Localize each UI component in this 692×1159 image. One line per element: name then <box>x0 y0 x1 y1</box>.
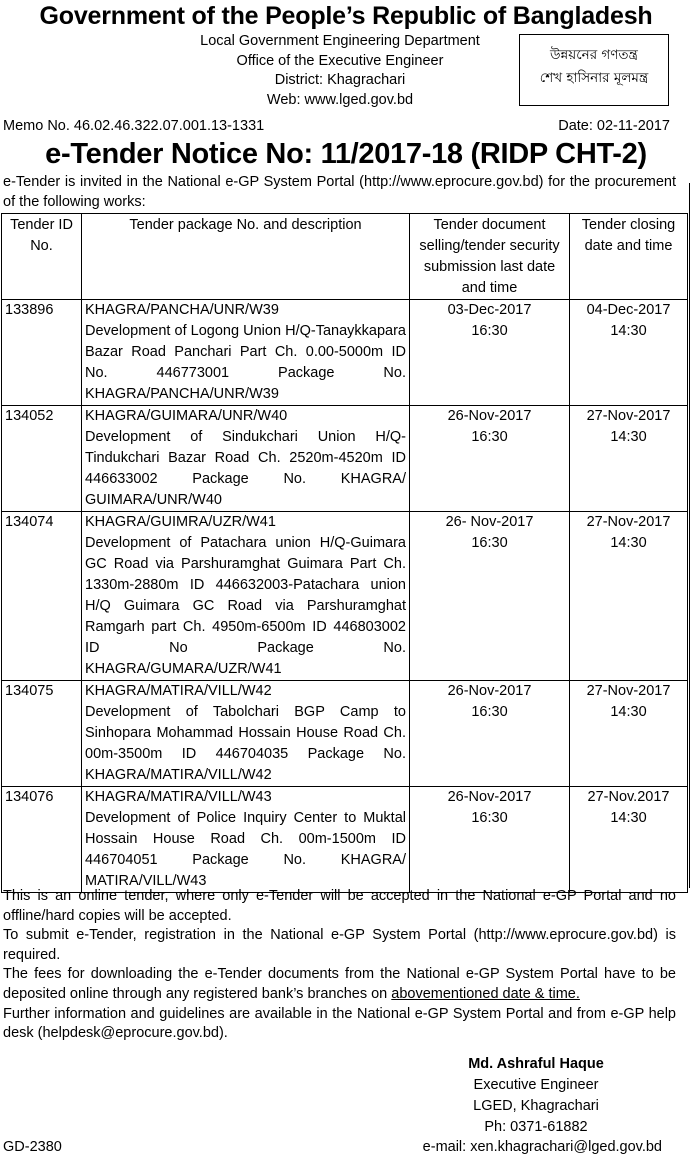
package-number: KHAGRA/PANCHA/UNR/W39 <box>85 302 279 318</box>
closing-date-time <box>570 787 688 893</box>
gd-number: GD-2380 <box>3 1139 62 1155</box>
department-name: Local Government Engineering Department <box>200 33 480 49</box>
memo-date: Date: 02-11-2017 <box>558 118 670 134</box>
closing-time: 14:30 <box>610 323 647 339</box>
selling-time: 16:30 <box>471 323 508 339</box>
closing-date: 27-Nov-2017 <box>586 683 671 699</box>
signatory-office: LGED, Khagrachari <box>473 1098 599 1114</box>
table-row <box>2 300 688 406</box>
tender-id: 133896 <box>2 300 82 406</box>
slogan-box <box>519 34 669 106</box>
package-description: Development of Tabolchari BGP Camp to Sinhopara Mohammad Hossain House Road Ch. 00m-3500m ID 446704035 Package No. KHAGRA/MATIRA/VILL/W42 <box>85 704 406 783</box>
closing-time: 14:30 <box>610 810 647 826</box>
signatory-name: Md. Ashraful Haque <box>468 1056 604 1072</box>
closing-date-time <box>570 300 688 406</box>
fees-note <box>3 965 676 1004</box>
selling-date: 03-Dec-2017 <box>447 302 532 318</box>
office-block <box>150 32 530 110</box>
package-number: KHAGRA/MATIRA/VILL/W43 <box>85 789 272 805</box>
header-selling: Tender document selling/tender security submission last date and time <box>410 214 570 300</box>
selling-date-time <box>410 787 570 893</box>
selling-time: 16:30 <box>471 704 508 720</box>
terms-block <box>3 887 676 1044</box>
slogan-line-1: উন্নয়নের গণতন্ত্র <box>550 47 638 63</box>
selling-date: 26-Nov-2017 <box>447 408 532 424</box>
package-description: Development of Logong Union H/Q-Tanaykkapara Bazar Road Panchari Part Ch. 0.00-5000m ID No. 446773001 Package No. KHAGRA/PANCHA/UNR/W39 <box>85 323 406 402</box>
district-name: District: Khagrachari <box>274 72 406 88</box>
table-header-row <box>2 214 688 300</box>
tender-id: 134076 <box>2 787 82 893</box>
package-description: Development of Police Inquiry Center to Muktal Hossain House Road Ch. 00m-1500m ID 446704051 Package No. KHAGRA/ MATIRA/VILL/W43 <box>85 810 406 889</box>
closing-date-time <box>570 512 688 681</box>
tender-package <box>82 512 410 681</box>
package-description: Development of Patachara union H/Q-Guimara GC Road via Parshuramghat Guimara Part Ch. 1330m-2880m ID 446632003-Patachara union H/Q Guimara GC Road via Parshuramghat Ramgarh part Ch. 4950m-6500m ID 446803002 ID No Package No. KHAGRA/GUMARA/UZR/W41 <box>85 535 406 677</box>
selling-time: 16:30 <box>471 535 508 551</box>
package-number: KHAGRA/GUIMRA/UZR/W41 <box>85 514 276 530</box>
tender-package <box>82 406 410 512</box>
header-tender-id: Tender ID No. <box>2 214 82 300</box>
signatory-email: e-mail: xen.khagrachari@lged.gov.bd <box>422 1139 662 1155</box>
table-row <box>2 512 688 681</box>
signatory-designation: Executive Engineer <box>473 1077 599 1093</box>
closing-date-time <box>570 681 688 787</box>
selling-time: 16:30 <box>471 429 508 445</box>
memo-row <box>3 116 670 136</box>
signatory-phone: Ph: 0371-61882 <box>484 1119 588 1135</box>
tender-id: 134074 <box>2 512 82 681</box>
table-row <box>2 681 688 787</box>
tender-id: 134052 <box>2 406 82 512</box>
fees-note-underlined: abovementioned date & time. <box>391 985 580 1002</box>
tender-table <box>1 213 688 893</box>
selling-time: 16:30 <box>471 810 508 826</box>
right-border-line <box>689 183 690 888</box>
tender-package <box>82 681 410 787</box>
website: Web: www.lged.gov.bd <box>266 91 414 108</box>
signature-block <box>400 1054 672 1138</box>
package-number: KHAGRA/MATIRA/VILL/W42 <box>85 683 272 699</box>
memo-number: Memo No. 46.02.46.322.07.001.13-1331 <box>3 118 265 134</box>
table-row <box>2 787 688 893</box>
notice-title: e-Tender Notice No: 11/2017-18 (RIDP CHT-2) <box>45 138 647 170</box>
tender-package <box>82 787 410 893</box>
selling-date: 26-Nov-2017 <box>447 789 532 805</box>
online-tender-note: This is an online tender, where only e-Tender will be accepted in the National e-GP Portal and no offline/hard copies will be accepted. <box>3 888 676 924</box>
guidelines-note: Further information and guidelines are available in the National e-GP System Portal and from e-GP help desk (helpdesk@eprocure.gov.bd). <box>3 1005 676 1042</box>
closing-time: 14:30 <box>610 429 647 445</box>
selling-date-time <box>410 512 570 681</box>
closing-time: 14:30 <box>610 704 647 720</box>
closing-date-time <box>570 406 688 512</box>
closing-date: 04-Dec-2017 <box>586 302 671 318</box>
fees-note-text: The fees for downloading the e-Tender documents from the National e-GP System Portal have to be deposited online through any registered bank’s branches on <box>3 966 676 1002</box>
selling-date-time <box>410 681 570 787</box>
header-closing: Tender closing date and time <box>570 214 688 300</box>
closing-time: 14:30 <box>610 535 647 551</box>
selling-date-time <box>410 300 570 406</box>
package-number: KHAGRA/GUIMARA/UNR/W40 <box>85 408 288 424</box>
header-package: Tender package No. and description <box>82 214 410 300</box>
selling-date-time <box>410 406 570 512</box>
selling-date: 26- Nov-2017 <box>445 514 534 530</box>
office-name: Office of the Executive Engineer <box>236 52 444 69</box>
table-row <box>2 406 688 512</box>
tender-package <box>82 300 410 406</box>
selling-date: 26-Nov-2017 <box>447 683 532 699</box>
intro-paragraph: e-Tender is invited in the National e-GP System Portal (http://www.eprocure.gov.bd) for the procurement of the following works: <box>3 174 676 210</box>
closing-date: 27-Nov-2017 <box>586 408 671 424</box>
package-description: Development of Sindukchari Union H/Q-Tindukchari Bazar Road Ch. 2520m-4520m ID 446633002 Package No. KHAGRA/ GUIMARA/UNR/W40 <box>85 429 406 508</box>
tender-id: 134075 <box>2 681 82 787</box>
closing-date: 27-Nov-2017 <box>586 514 671 530</box>
closing-date: 27-Nov.2017 <box>587 789 670 805</box>
government-title: Government of the People’s Republic of Bangladesh <box>39 2 653 30</box>
registration-note: To submit e-Tender, registration in the National e-GP System Portal (http://www.eprocure.gov.bd) is required. <box>3 927 676 963</box>
slogan-line-2: শেখ হাসিনার মূলমন্ত্র <box>539 70 649 86</box>
